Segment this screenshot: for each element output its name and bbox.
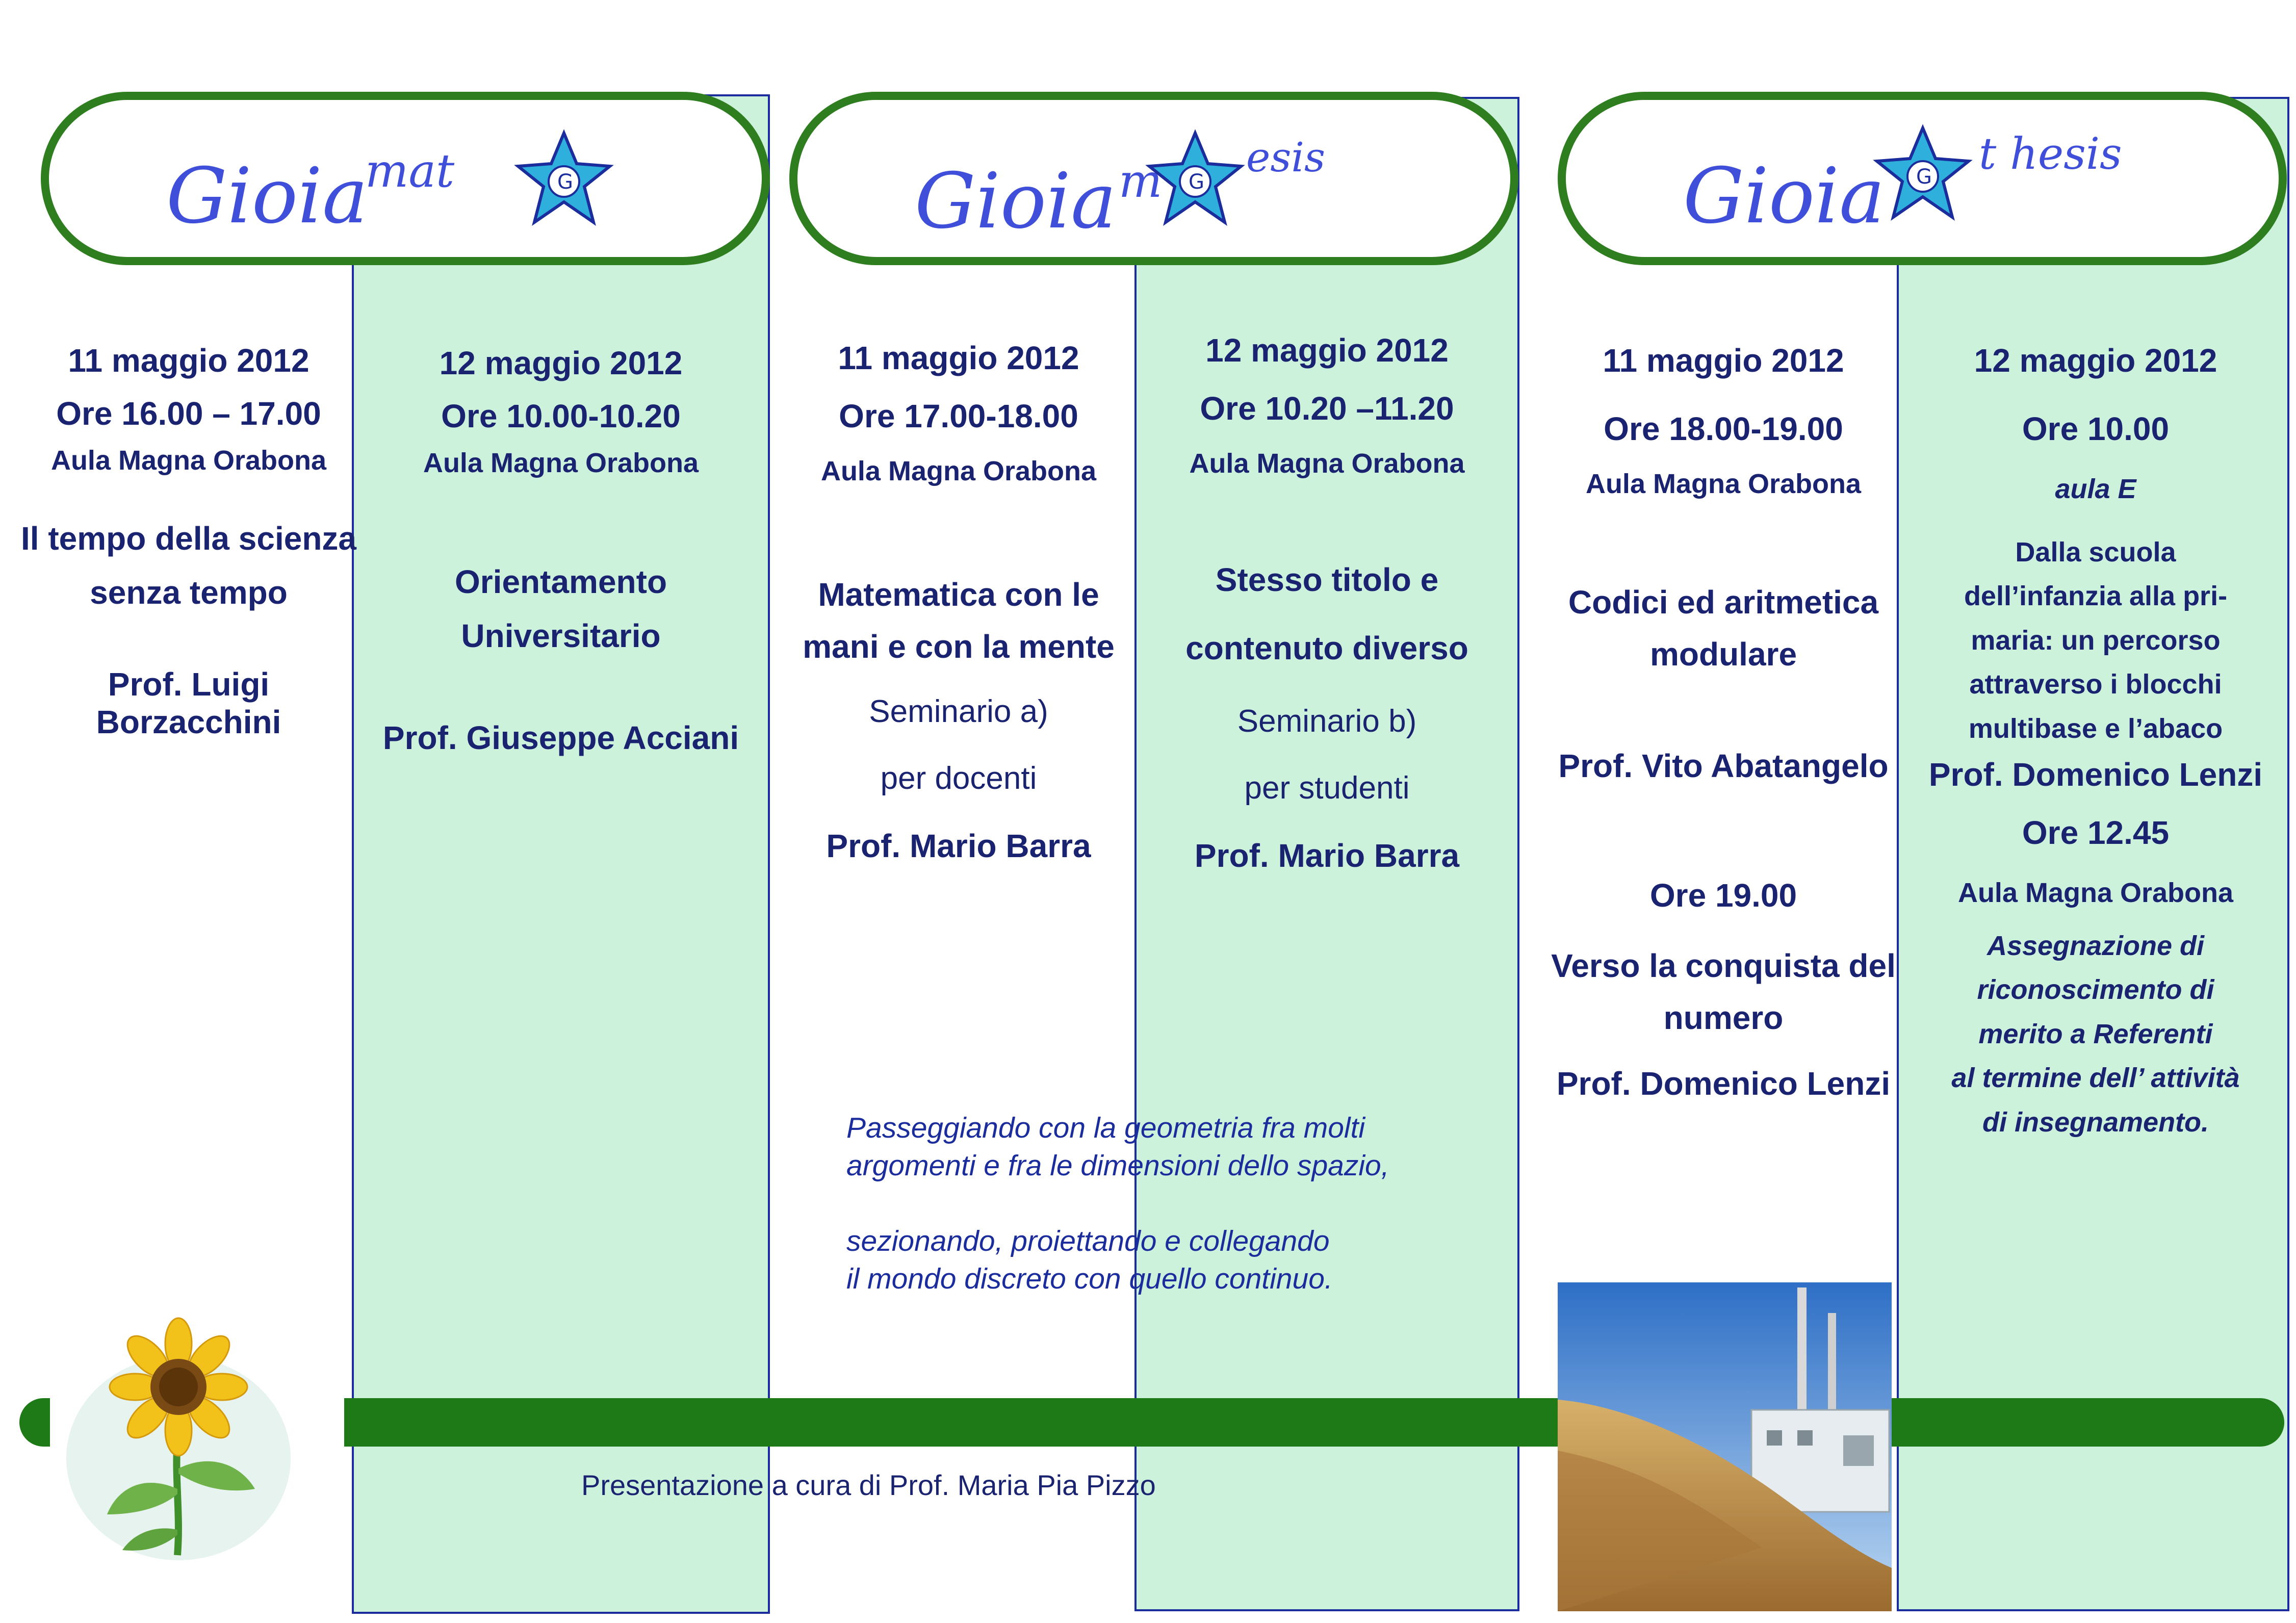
event-date: 11 maggio 2012: [1603, 342, 1844, 379]
event-time: Ore 16.00 – 17.00: [56, 395, 321, 432]
event-title-2: Verso la conquista del numero: [1551, 947, 1896, 1037]
event-speaker: Prof. Giuseppe Acciani: [382, 719, 739, 757]
event-room: Aula Magna Orabona: [1585, 469, 1862, 499]
event-title: Stesso titolo e contenuto diverso: [1185, 561, 1468, 667]
logo-banner-matics: [41, 92, 770, 265]
event-speaker: Prof. Vito Abatangelo: [1558, 747, 1889, 784]
svg-text:Gioia: Gioia: [1683, 152, 1885, 241]
event-date: 12 maggio 2012: [1205, 332, 1449, 369]
event-room: Aula Magna Orabona: [1189, 448, 1465, 479]
schedule-column-4: [1137, 331, 1517, 874]
geometry-note: Passeggiando con la geometria fra molti argomenti e fra le dimensioni dello spazio, sezionando, proiettando e collegando il mondo discreto con quello continuo.: [846, 1112, 1389, 1296]
event-title: Matematica con le mani e con la mente: [803, 576, 1115, 665]
star-icon: [518, 133, 610, 222]
event-time: Ore 17.00-18.00: [839, 398, 1078, 434]
svg-text:G: G: [557, 170, 573, 194]
gioiamatics-logo: [166, 120, 676, 243]
star-icon: [1149, 133, 1241, 222]
gioiamesis-logo: [915, 120, 1425, 243]
event-time-2: Ore 12.45: [2022, 814, 2170, 851]
schedule-column-6: [1902, 342, 2289, 1144]
event-seminar: Seminario b): [1237, 703, 1417, 739]
event-room-2: Aula Magna Orabona: [1957, 877, 2234, 908]
divider-bar-left-cap: [19, 1398, 50, 1447]
event-title: Orientamento Universitario: [454, 563, 667, 654]
sunflower-image: [56, 1305, 301, 1560]
event-date: 11 maggio 2012: [68, 342, 309, 379]
event-time: Ore 18.00-19.00: [1604, 410, 1843, 447]
event-room: Aula Magna Orabona: [820, 456, 1097, 486]
event-time: Ore 10.20 –11.20: [1200, 390, 1454, 427]
column-panel-2: [352, 94, 770, 1614]
event-time: Ore 10.00: [2022, 410, 2170, 447]
divider-bar-right: [1892, 1398, 2284, 1447]
schedule-column-1: [15, 342, 362, 741]
event-room: Aula Magna Orabona: [423, 448, 699, 478]
event-time: Ore 10.00-10.20: [441, 398, 681, 434]
event-title: Codici ed aritmetica modulare: [1568, 584, 1879, 673]
schedule-column-5: [1550, 342, 1897, 1102]
svg-text:t hesis: t hesis: [1979, 129, 2122, 179]
divider-bar: [344, 1398, 1558, 1447]
presentation-credit: Presentazione a cura di Prof. Maria Pia Pizzo: [581, 1469, 1156, 1501]
event-audience: per studenti: [1244, 770, 1410, 806]
event-audience: per docenti: [880, 760, 1037, 796]
biomass-plant-photo: [1558, 1282, 1892, 1611]
svg-text:Gioia: Gioia: [915, 157, 1117, 243]
event-speaker: Prof. Mario Barra: [826, 827, 1091, 864]
event-title: Dalla scuola dell’infanzia alla pri- maria: un percorso attraverso i blocchi multibase e l’abaco: [1964, 537, 2228, 744]
event-speaker: Prof. Luigi Borzacchini: [96, 666, 281, 741]
event-speaker: Prof. Domenico Lenzi: [1928, 756, 2263, 793]
schedule-column-3: [780, 339, 1137, 865]
event-seminar: Seminario a): [869, 693, 1048, 729]
gioiathesis-logo: [1683, 120, 2193, 243]
svg-text:mat: mat: [365, 144, 455, 198]
event-time-2: Ore 19.00: [1649, 877, 1797, 914]
schedule-column-2: [357, 344, 765, 757]
svg-text:esis: esis: [1246, 134, 1326, 181]
event-title: Il tempo della scienza senza tempo: [21, 520, 356, 611]
svg-text:G: G: [1189, 170, 1204, 194]
event-date: 12 maggio 2012: [1974, 342, 2217, 379]
logo-banner-mesis: [789, 92, 1518, 265]
event-date: 11 maggio 2012: [838, 340, 1079, 376]
event-speaker: Prof. Mario Barra: [1194, 837, 1460, 874]
logo-banner-thesis: [1558, 92, 2287, 265]
star-icon: [1877, 128, 1969, 217]
award-text: Assegnazione di riconoscimento di merito a Referenti al termine dell’ attività di insegnamento.: [1951, 930, 2240, 1138]
event-room: Aula Magna Orabona: [50, 445, 327, 476]
event-room: aula E: [2055, 474, 2136, 504]
event-speaker-2: Prof. Domenico Lenzi: [1556, 1065, 1891, 1102]
svg-text:G: G: [1916, 165, 1932, 189]
svg-text:m: m: [1119, 154, 1163, 208]
event-date: 12 maggio 2012: [439, 345, 683, 381]
svg-text:Gioia: Gioia: [166, 152, 368, 241]
